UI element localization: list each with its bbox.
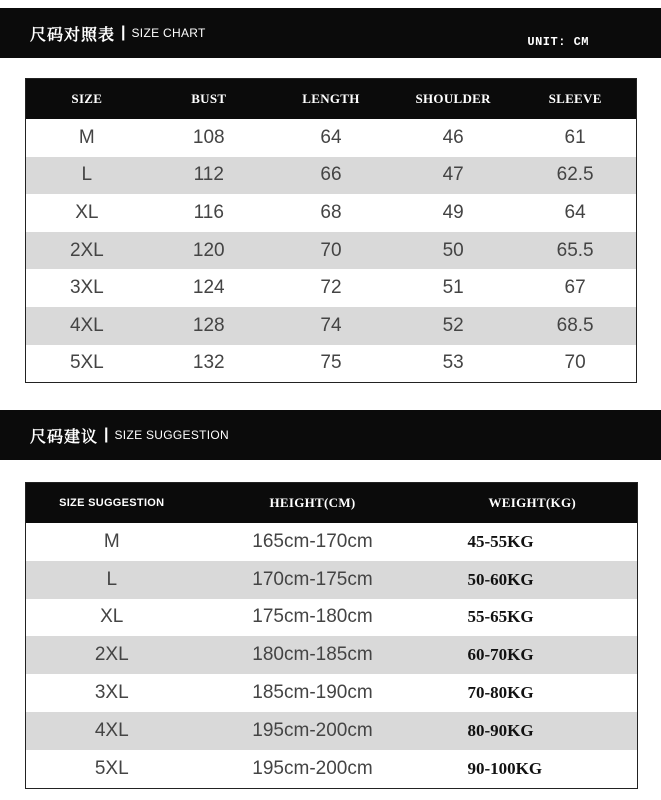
size-chart-header-row	[26, 79, 637, 120]
size-suggestion-title-separator: |	[104, 426, 109, 443]
table-cell: 46	[442, 126, 464, 148]
table-row	[26, 523, 638, 561]
size-chart-title-cn: 尺码对照表	[30, 24, 116, 44]
column-header-weight: WEIGHT(KG)	[428, 483, 638, 524]
table-row	[26, 636, 638, 674]
size-chart-table	[25, 78, 637, 383]
column-header-size: SIZE	[26, 79, 148, 120]
table-cell: 124	[192, 277, 225, 299]
table-cell: 3XL	[69, 277, 104, 299]
table-cell: 53	[442, 352, 464, 374]
table-row	[26, 712, 638, 750]
table-cell: 65.5	[514, 232, 636, 270]
table-cell: 68.5	[514, 307, 636, 345]
table-cell: 66	[270, 157, 392, 195]
table-cell: 170cm-175cm	[198, 561, 428, 599]
table-cell: 116	[193, 201, 224, 223]
table-cell: 112	[148, 157, 270, 195]
table-cell: L	[26, 157, 148, 195]
table-row	[26, 269, 637, 307]
table-cell: 62.5	[514, 157, 636, 195]
table-cell: L	[26, 561, 198, 599]
table-row	[26, 750, 638, 788]
table-cell: 185cm-190cm	[252, 682, 373, 704]
table-cell: 132	[192, 352, 225, 374]
table-cell: 175cm-180cm	[252, 606, 373, 628]
table-row	[26, 345, 637, 383]
table-cell: 80-90KG	[428, 712, 638, 750]
table-cell: 3XL	[94, 682, 129, 704]
table-cell: XL	[100, 606, 124, 628]
table-cell: 50	[392, 232, 514, 270]
column-header-sleeve: SLEEVE	[514, 79, 636, 120]
table-cell: 165cm-170cm	[252, 530, 373, 552]
table-cell: 4XL	[26, 307, 148, 345]
table-cell: 5XL	[69, 352, 104, 374]
table-cell: 74	[270, 307, 392, 345]
size-suggestion-table	[25, 482, 638, 789]
table-cell: 52	[392, 307, 514, 345]
table-row	[26, 307, 637, 345]
table-cell: 70-80KG	[467, 683, 534, 703]
table-cell: 120	[148, 232, 270, 270]
table-cell: 75	[320, 352, 342, 374]
table-row	[26, 599, 638, 637]
table-cell: 2XL	[26, 636, 198, 674]
table-cell: 49	[442, 201, 464, 223]
size-suggestion-header-row	[26, 483, 638, 524]
table-cell: 4XL	[26, 712, 198, 750]
table-cell: 5XL	[94, 757, 129, 779]
table-row	[26, 232, 637, 270]
table-cell: 195cm-200cm	[198, 712, 428, 750]
table-cell: M	[78, 126, 95, 148]
table-row	[26, 119, 637, 157]
table-cell: 50-60KG	[428, 561, 638, 599]
table-cell: 72	[320, 277, 342, 299]
table-cell: XL	[75, 201, 99, 223]
table-cell: 195cm-200cm	[252, 757, 373, 779]
table-row	[26, 674, 638, 712]
table-cell: 51	[442, 277, 464, 299]
unit-label: UNIT: CM	[527, 35, 589, 49]
table-cell: 90-100KG	[467, 758, 543, 778]
table-row	[26, 561, 638, 599]
table-cell: 2XL	[26, 232, 148, 270]
column-header-bust: BUST	[148, 79, 270, 120]
table-cell: 108	[192, 126, 225, 148]
table-cell: 55-65KG	[467, 607, 534, 627]
table-cell: 60-70KG	[428, 636, 638, 674]
size-chart-title-en: SIZE CHART	[131, 26, 206, 40]
table-cell: 47	[392, 157, 514, 195]
table-cell: 64	[564, 201, 586, 223]
size-suggestion-title-en: SIZE SUGGESTION	[114, 428, 230, 442]
table-cell: 61	[564, 126, 586, 148]
table-cell: 67	[564, 277, 586, 299]
size-suggestion-header	[0, 410, 661, 460]
table-cell: 45-55KG	[467, 531, 534, 551]
column-header-shoulder: SHOULDER	[392, 79, 514, 120]
table-cell: 70	[564, 352, 586, 374]
table-cell: 180cm-185cm	[198, 636, 428, 674]
table-cell: 128	[148, 307, 270, 345]
column-header-size-suggestion: SIZE SUGGESTION	[26, 483, 198, 524]
table-cell: 64	[320, 126, 342, 148]
table-cell: 68	[320, 201, 342, 223]
table-cell: M	[103, 530, 120, 552]
column-header-height: HEIGHT(CM)	[198, 483, 428, 524]
size-chart-title-separator: |	[121, 24, 126, 41]
size-suggestion-title-cn: 尺码建议	[30, 426, 99, 446]
column-header-length: LENGTH	[270, 79, 392, 120]
size-chart-header	[0, 8, 661, 58]
table-row	[26, 194, 637, 232]
table-cell: 70	[270, 232, 392, 270]
table-row	[26, 157, 637, 195]
